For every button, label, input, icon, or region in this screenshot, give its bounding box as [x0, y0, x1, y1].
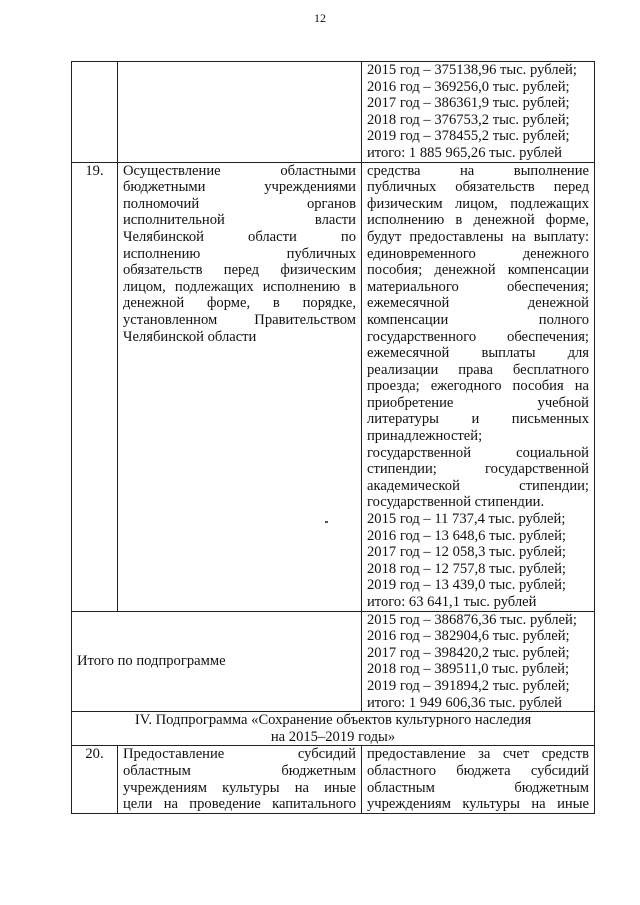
- amount-line: 2016 год – 382904,6 тыс. рублей;: [367, 628, 570, 645]
- funding-line: государственной стипендии.: [367, 494, 545, 511]
- amount-line: 2018 год – 376753,2 тыс. рублей;: [367, 111, 570, 128]
- scan-speck: [325, 521, 328, 523]
- cell-amounts: [362, 62, 595, 163]
- row-funding: [362, 162, 595, 611]
- funding-line: будут предоставлены на выплату:: [367, 228, 589, 245]
- amount-line: 2018 год – 12 757,8 тыс. рублей;: [367, 560, 566, 577]
- amount-line: 2019 год – 391894,2 тыс. рублей;: [367, 677, 570, 694]
- row-description: [118, 162, 362, 611]
- table-row-20: [72, 746, 595, 813]
- amount-line: 2015 год – 375138,96 тыс. рублей;: [367, 62, 577, 78]
- funding-line: государственной социальной: [367, 444, 589, 461]
- description-line: установленном Правительством: [123, 311, 356, 328]
- funding-line: публичных обязательств перед: [367, 179, 589, 196]
- funding-line: принадлежностей;: [367, 428, 483, 445]
- funding-line: литературы и письменных: [367, 411, 589, 428]
- funding-line: реализации права бесплатного: [367, 361, 589, 378]
- amount-line: 2015 год – 11 737,4 тыс. рублей;: [367, 511, 566, 528]
- description-line: исполнительной власти: [123, 212, 356, 229]
- description-line: Челябинской области по: [123, 228, 356, 245]
- amount-total-line: итого: 1 949 606,36 тыс. рублей: [367, 694, 562, 711]
- row-number: 20.: [72, 746, 118, 813]
- amount-line: 2016 год – 369256,0 тыс. рублей;: [367, 78, 570, 95]
- page-number: 12: [314, 11, 326, 25]
- funding-line: академической стипендии;: [367, 477, 589, 494]
- description-line: обязательств перед физическим: [123, 262, 356, 279]
- row-description: [118, 746, 362, 813]
- description-line: бюджетными учреждениями: [123, 179, 356, 196]
- funding-line: ежемесячной выплаты для: [367, 345, 589, 362]
- description-line: учреждениям культуры на иные: [123, 779, 356, 796]
- funding-line: областного бюджета субсидий: [367, 762, 589, 779]
- amount-line: 2017 год – 398420,2 тыс. рублей;: [367, 644, 570, 661]
- funding-line: исполнению в денежной форме,: [367, 212, 589, 229]
- funding-line: стипендии; государственной: [367, 461, 589, 478]
- amount-line: 2018 год – 389511,0 тыс. рублей;: [367, 661, 570, 678]
- funding-line: единовременного денежного: [367, 245, 589, 262]
- subprogram-total-amounts: [362, 611, 595, 712]
- funding-line: компенсации полного: [367, 311, 589, 328]
- funding-line: предоставление за счет средств: [367, 746, 589, 763]
- table-row-section-heading: [72, 712, 595, 746]
- amount-line: 2016 год – 13 648,6 тыс. рублей;: [367, 527, 566, 544]
- funding-line: проезда; ежегодного пособия на: [367, 378, 589, 395]
- table-row-19: [72, 162, 595, 611]
- funding-line: ежемесячной денежной: [367, 295, 589, 312]
- amount-total-line: итого: 63 641,1 тыс. рублей: [367, 594, 537, 610]
- funding-line: физическим лицом, подлежащих: [367, 195, 589, 212]
- section-heading: [72, 712, 595, 746]
- funding-line: государственного обеспечения;: [367, 328, 589, 345]
- subprogram-total-label: Итого по подпрограмме: [72, 611, 362, 712]
- funding-line: учреждениям культуры на иные: [367, 796, 589, 813]
- amount-line: 2019 год – 378455,2 тыс. рублей;: [367, 128, 570, 145]
- amount-line: 2017 год – 386361,9 тыс. рублей;: [367, 95, 570, 112]
- description-line: Предоставление субсидий: [123, 746, 356, 763]
- cell-number-empty: [72, 62, 118, 163]
- description-line: лицом, подлежащих исполнению в: [123, 278, 356, 295]
- table-row-continuation: [72, 62, 595, 163]
- funding-line: средства на выполнение: [367, 162, 589, 179]
- funding-line: приобретение учебной: [367, 394, 589, 411]
- row-number: 19.: [72, 162, 118, 611]
- description-line: областным бюджетным: [123, 762, 356, 779]
- row-funding: [362, 746, 595, 813]
- funding-line: пособия; денежной компенсации: [367, 262, 589, 279]
- cell-description-empty: [118, 62, 362, 163]
- section-heading-line: IV. Подпрограмма «Сохранение объектов культурного наследия: [134, 712, 532, 729]
- table-row-subprogram-total: [72, 611, 595, 712]
- section-heading-line: на 2015–2019 годы»: [270, 728, 396, 745]
- description-line: Осуществление областными: [123, 162, 356, 179]
- amount-line: 2019 год – 13 439,0 тыс. рублей;: [367, 577, 566, 594]
- funding-line: материального обеспечения;: [367, 278, 589, 295]
- program-table: [71, 61, 595, 814]
- description-line: исполнению публичных: [123, 245, 356, 262]
- amount-line: 2017 год – 12 058,3 тыс. рублей;: [367, 544, 566, 561]
- description-line: полномочий органов: [123, 195, 356, 212]
- amount-total-line: итого: 1 885 965,26 тыс. рублей: [367, 144, 562, 161]
- description-line: Челябинской области: [123, 328, 257, 345]
- description-line: цели на проведение капитального: [123, 796, 356, 813]
- amount-line: 2015 год – 386876,36 тыс. рублей;: [367, 611, 577, 628]
- funding-line: областным бюджетным: [367, 779, 589, 796]
- description-line: денежной форме, в порядке,: [123, 295, 356, 312]
